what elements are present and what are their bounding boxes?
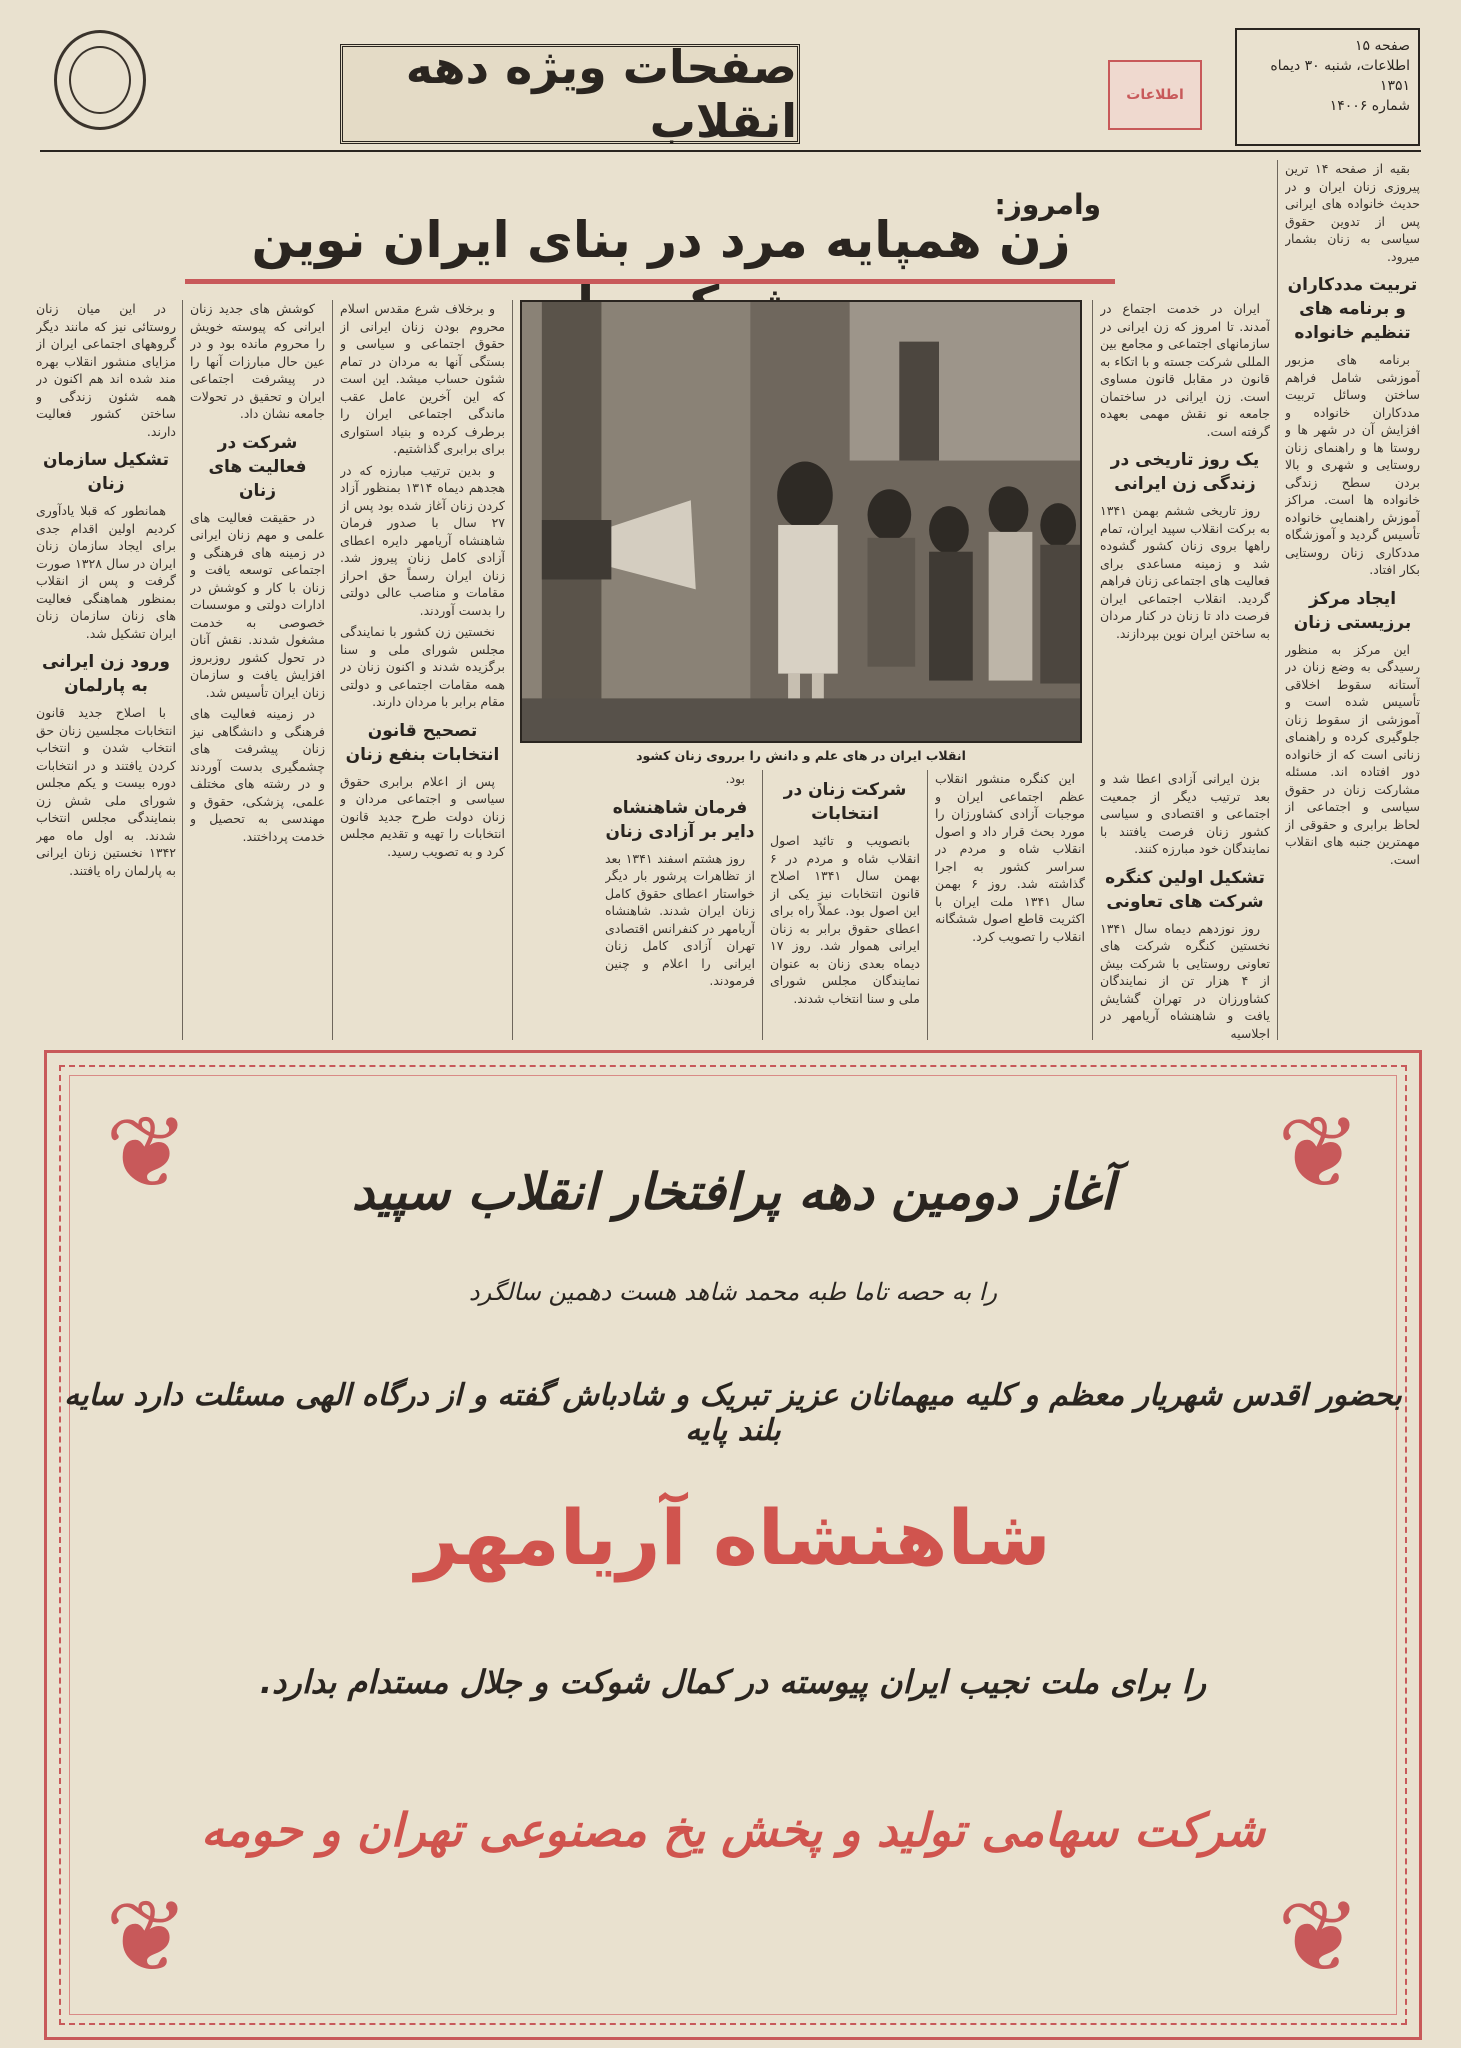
publication-seal-icon [54, 30, 146, 130]
column-divider [512, 300, 513, 1040]
news-photo [520, 300, 1082, 743]
article-text: روز تاریخی ششم بهمن ۱۳۴۱ به برکت انقلاب سپید ایران، تمام راهها بروی زنان کشور گشوده شد و زمینه مساعدی برای فعالیت های اجتماعی زنان فراهم گردید. انقلاب اجتماعی ایران فرصت داد تا زنان در کنار مردان به ساختن ایران نوین بپردازند. [1100, 503, 1270, 641]
article-text: نخستین زن کشور با نمایندگی مجلس شورای ملی و سنا برگزیده شدند و اکنون زنان در همه مقامات اجتماعی و دولتی مقام برابر با مردان دارند. [340, 624, 505, 709]
subheading: تشکیل سازمان زنان [43, 450, 169, 494]
article-text: این کنگره منشور انقلاب عظم اجتماعی ایران و موجبات آزادی کشاورزان را مورد بحث قرار داد و اصول انقلاب شاه و مردم در سراسر کشور به اجرا گذاشته شد. روز ۶ بهمن سال ۱۳۴۱ ملت ایران با اکثریت قاطع اصول ششگانه انقلاب را تصویب کرد. [935, 771, 1085, 944]
subheading: شرکت در فعالیت های زنان [208, 432, 307, 501]
ad-heading: آغاز دومین دهه پرافتخار انقلاب سپید [351, 1163, 1115, 1221]
column-left-a [190, 300, 325, 1040]
article-text: پس از اعلام برابری حقوق سیاسی و اجتماعی مردان و زنان دولت طرح جدید قانون انتخابات را تهیه و تقدیم مجلس کرد و به تصویب رسید. [340, 773, 505, 859]
column-divider [927, 770, 928, 1040]
ad-subheading: را به حصه تاما طبه محمد شاهد هست دهمین سالگرد [468, 1278, 998, 1306]
subheading: تربیت مددکاران و برنامه های تنظیم خانواده [1287, 275, 1418, 343]
ad-company: شرکت سهامی تولید و پخش یخ مصنوعی تهران و حومه [201, 1803, 1265, 1857]
column-right [1285, 160, 1420, 1040]
advertisement [44, 1050, 1422, 2040]
issue-number: شماره ۱۴۰۰۶ [1329, 98, 1410, 114]
article-text: در حقیقت فعالیت های علمی و مهم زنان ایرانی در زمینه های فرهنگی و اجتماعی توسعه یافت و زنان با کار و کوشش در ادارات دولتی و موسسات خصوصی به خدمت مشغول شدند. نقش آنان در تحول کشور روزبروز افزایش یافت و سازمان زنان ایران تأسیس شد. [190, 509, 325, 700]
ad-greeting: بحضور اقدس شهریار معظم و کلیه میهمانان عزیز تبریک و شادباش گفته و از درگاه الهی مسئلت دارد سایه بلند پایه [64, 1378, 1402, 1448]
subheading: تصحیح قانون انتخابات بنفع زنان [345, 720, 500, 765]
section-title: صفحات ویژه دهه انقلاب [405, 40, 797, 148]
article-text: روز نوزدهم دیماه سال ۱۳۴۱ نخستین کنگره شرکت های تعاونی روستایی با شرکت بیش از ۴ هزار تن از نمایندگان کشاورزان در تهران گشایش یافت و شاهنشاه آریامهر در اجلاسیه [1100, 920, 1270, 1040]
subheading: فرمان شاهنشاه دایر بر آزادی زنان [605, 797, 755, 842]
ornament-icon: ❦ [1277, 1094, 1361, 1211]
column-left-b [36, 300, 176, 1040]
article-text: بانصویب و تائید اصول انقلاب شاه و مردم در ۶ بهمن سال ۱۳۴۱ اصلاح قانون انتخابات نیز یکی از این اصول بود. عملاً راه برای اعطای حقوق برابر به زنان ایرانی هموار شد. روز ۱۷ دیماه بعدی زنان به عنوان نمایندگان مجلس شورای ملی و سنا انتخاب شدند. [770, 833, 920, 1006]
ornament-icon: ❦ [1277, 1878, 1361, 1995]
issue-info [1235, 28, 1420, 146]
column-mid-right-top [1100, 300, 1270, 750]
headline-title: زن همپایه مرد در بنای ایران نوین [251, 211, 1071, 269]
column-divider [332, 300, 333, 1040]
ad-wish: را برای ملت نجیب ایران پیوسته در کمال شوکت و جلال مستدام بدارد. [259, 1663, 1207, 1701]
column-divider [1092, 300, 1093, 1040]
photo-image [522, 302, 1080, 741]
headline-kicker: وامروز: [994, 188, 1101, 221]
article-text: و بدین ترتیب مبارزه که در هجدهم دیماه ۱۳۱۴ بمنظور آزاد کردن زنان آغاز شده بود پس از ۲۷ سال با صدور فرمان شاهنشاه آریامهر دایره اعطای آزادی کامل زنان پیروز شد. زنان ایران رسماً حق احراز مقامات و مناصب عالی دولتی را بدست آوردند. [340, 462, 505, 618]
ornament-icon: ❦ [105, 1094, 189, 1211]
article-text: در زمینه فعالیت های فرهنگی و دانشگاهی نیز زنان پیشرفت های چشمگیری بدست آوردند و در رشته های مختلف علمی، پزشکی، حقوق و مهندسی به تحصیل و خدمت پرداختند. [190, 706, 325, 844]
article-text: بقیه از صفحه ۱۴ ترین پیروزی زنان ایران و در حدیث خانواده های ایرانی پس از تدوین حقوق سیاسی به زنان بشمار میرود. [1285, 161, 1420, 264]
article-text: برنامه های مزبور آموزشی شامل فراهم ساختن وسائل تربیت مددکاران خانواده و افزایش آن در شهر ها و روستا ها و راهنمای زنان روستایی و شهری و بالا بردن سطح زندگی خانواده ها است. مراکز آموزش راهنمایی خانواده تأسیس گردید و آموزشگاه مددکاری زنان روستایی بکار افتاد. [1285, 352, 1420, 577]
subheading: شرکت زنان در انتخابات [783, 780, 907, 824]
subheading: یک روز تاریخی در زندگی زن ایرانی [1110, 450, 1260, 494]
column-mid-left [340, 300, 505, 1040]
column-divider [762, 770, 763, 1040]
ettelaat-emblem [1108, 60, 1202, 130]
article-text: در این میان زنان روستائی نیز که مانند دیگر گروههای اجتماعی ایران از مزایای منشور انقلاب بهره مند شده اند هم اکنون در همه شئون زندگی و ساختن کشور فعالیت دارند. [36, 301, 176, 439]
masthead [40, 22, 1420, 147]
emblem-text: اطلاعات [1126, 87, 1184, 103]
article-text: بزن ایرانی آزادی اعطا شد و بعد ترتیب دیگر از جمعیت اجتماعی و اقتصادی و سیاسی کشور زنان فرصت یافتند با نمایندگان خود مبارزه کنند. [1100, 771, 1270, 856]
article-text: همانطور که قبلا یادآوری کردیم اولین اقدام جدی برای ایجاد سازمان زنان ایران در سال ۱۳۲۸ صورت گرفت و پس از انقلاب بمنظور هماهنگی فعالیت های زنان سازمان زنان ایران تشکیل شد. [36, 503, 176, 641]
column-mid-right-bottom [1100, 770, 1270, 1040]
subheading: ورود زن ایرانی به پارلمان [42, 652, 170, 696]
article-text: با اصلاح جدید قانون انتخابات مجلسین زنان حق انتخاب شدن و انتخاب کردن یافتند و در انتخابات دوره بیست و یکم مجلس شورای ملی شش زن بنمایندگی مجلس انتخاب شدند. به اول ماه مهر ۱۳۴۲ نخستین زنان ایرانی به پارلمان راه یافتند. [36, 705, 176, 878]
article-text: و برخلاف شرع مقدس اسلام محروم بودن زنان ایرانی از حقوق اجتماعی و سیاسی و بستگی آنها به مردان در تمام شئون حساب میشد. این است که این آخرین عامل عقب ماندگی اجتماعی ایران را برطرف کرده و بنیاد استواری برای برابری گذاشتیم. [340, 301, 505, 456]
headline-rule [185, 279, 1115, 284]
article-text: این مرکز به منظور رسیدگی به وضع زنان در آستانه سقوط اخلاقی تأسیس شده است و آموزشی از سقوط زنان جلوگیری کرده و راهنمای زنانی است که از خانواده دور افتاده اند. مسئله مشارکت زنان در حقوق سیاسی و اجتماعی از لحاظ برابری و حقوقی از مهمترین جنبه های انقلاب است. [1285, 641, 1420, 867]
article-text: روز هشتم اسفند ۱۳۴۱ بعد از تظاهرات پرشور بار دیگر خواستار اعطای حقوق کامل زنان ایران شدند. شاهنشاه آریامهر در کنفرانس اقتصادی تهران آزادی کامل زنان ایرانی را اعلام و چنین فرمودند. [605, 850, 755, 988]
article-text: ایران در خدمت اجتماع در آمدند. تا امروز که زن ایرانی در سازمانهای اجتماعی و مجامع بین المللی شرکت جسته و با اتکاء به قانون در مقابل قانون مساوی است. زن ایرانی در ساختمان جامعه نو نقش مهمی بعهده گرفته است. [1100, 301, 1270, 439]
ad-title: شاهنشاه آریامهر [415, 1493, 1051, 1582]
issue-page: صفحه ۱۵ [1354, 38, 1410, 54]
photo-caption: انقلاب ایران در های علم و دانش را برروی زنان کشود [636, 748, 966, 763]
ornament-icon: ❦ [105, 1878, 189, 1995]
column-center-a [770, 770, 920, 1040]
subheading: تشکیل اولین کنگره شرکت های تعاونی [1105, 867, 1265, 912]
subheading: ایجاد مرکز برزیستی زنان [1293, 588, 1412, 633]
article-text: بود. [725, 771, 745, 786]
section-title-banner [340, 40, 800, 148]
column-divider [1277, 160, 1278, 1040]
article-text: کوشش های جدید زنان ایرانی که پیوسته خویش را محروم مانده بود و در عین حال مبارزات آنها را در پیشرفت اجتماعی ایران و تحقیق در تحولات جامعه نشان داد. [190, 301, 325, 421]
column-center-b [935, 770, 1085, 1040]
column-center-c [605, 770, 755, 1040]
issue-date: اطلاعات، شنبه ۳۰ دیماه ۱۳۵۱ [1270, 58, 1410, 94]
masthead-rule [40, 150, 1421, 152]
column-divider [182, 300, 183, 1040]
